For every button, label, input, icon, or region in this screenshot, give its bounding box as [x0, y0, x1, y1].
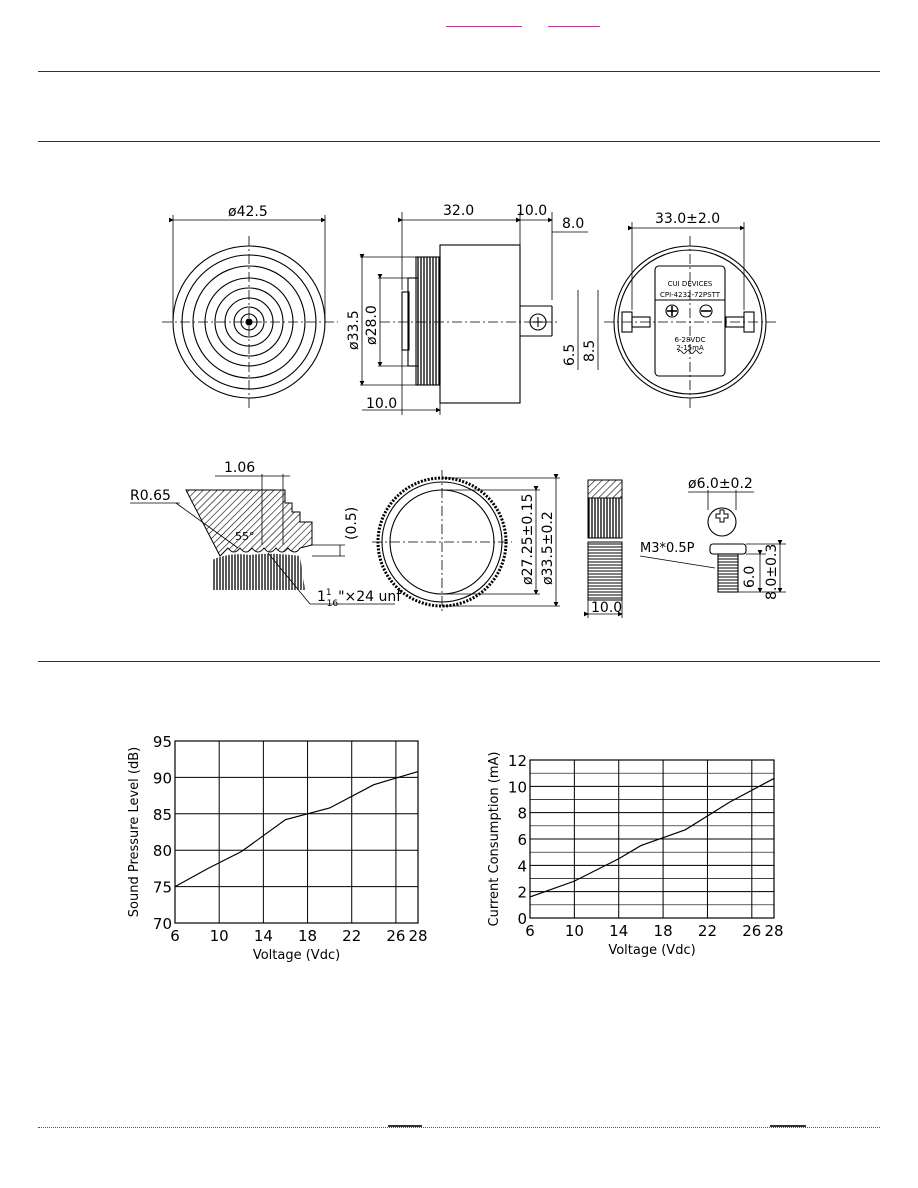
- current-chart: [484, 740, 794, 970]
- current-xtick-label: 22: [697, 922, 718, 940]
- screw-head: ø6.0±0.2: [688, 476, 753, 492]
- current-ytick-label: 12: [507, 752, 527, 770]
- side-length: 32.0: [443, 203, 475, 219]
- back-label-line3: 6-28VDC: [674, 336, 706, 344]
- thread-spec: [317, 588, 402, 609]
- side-pin-height-b: 8.5: [582, 339, 598, 362]
- spl-chart: [120, 735, 440, 970]
- thread-angle: 55°: [235, 530, 255, 543]
- current-ytick-label: 0: [517, 910, 527, 928]
- current-xtick-label: 18: [653, 922, 673, 940]
- top-view-diameter: ø42.5: [228, 204, 268, 220]
- spl-series-line: [175, 772, 418, 887]
- spl-ytick-label: 80: [152, 842, 172, 861]
- current-ytick-label: 2: [517, 883, 527, 902]
- current-xlabel: Voltage (Vdc): [608, 943, 696, 958]
- back-label-line2: CPI-4232-72PSTT: [659, 291, 721, 299]
- spl-ytick-label: 95: [152, 735, 172, 751]
- current-xtick-label: 6: [525, 922, 535, 940]
- spl-xtick-label: 14: [253, 927, 273, 945]
- back-label-line4: 2-15mA: [676, 344, 704, 352]
- top-view: [162, 215, 338, 410]
- current-xtick-label: 10: [564, 922, 584, 940]
- current-ytick-label: 8: [517, 804, 527, 823]
- spl-frame: [175, 741, 418, 923]
- current-xtick-label: 28: [764, 922, 784, 940]
- footer-divider: [38, 1127, 880, 1128]
- spl-xtick-label: 26: [386, 927, 406, 945]
- side-pin-height-a: 6.5: [562, 343, 578, 366]
- side-flange: 10.0: [366, 396, 398, 412]
- thread-spec-den: 16: [326, 599, 339, 609]
- side-pin-offset: 8.0: [562, 216, 585, 232]
- thread-spec-whole: 1: [317, 589, 326, 605]
- current-ylabel: Current Consumption (mA): [487, 751, 502, 927]
- thread-spec-rest: "×24 unf: [338, 589, 402, 605]
- footer-mark-1: [388, 1125, 422, 1127]
- footer-mark-2: [770, 1125, 806, 1127]
- screw-thread: M3*0.5P: [640, 541, 695, 556]
- nut-outer-diameter: ø33.5±0.2: [540, 511, 556, 585]
- current-xtick-label: 14: [609, 922, 629, 940]
- current-ytick-label: 4: [517, 857, 527, 876]
- back-label-line1: CUI DEVICES: [667, 280, 713, 288]
- screw-total: 8.0±0.3: [764, 543, 780, 600]
- current-series-line: [530, 778, 774, 897]
- spl-ytick-label: 75: [152, 878, 172, 897]
- side-inner-diameter: ø28.0: [364, 305, 380, 345]
- nut-side-width: 10.0: [591, 600, 623, 616]
- thread-radius: R0.65: [130, 488, 171, 504]
- back-view: [604, 222, 778, 410]
- current-xtick-label: 26: [742, 922, 762, 940]
- thread-pitch: 1.06: [224, 460, 256, 476]
- spl-ylabel: Sound Pressure Level (dB): [127, 746, 142, 918]
- spl-xtick-label: 28: [408, 927, 428, 945]
- current-ytick-label: 6: [517, 831, 527, 849]
- spl-ytick-label: 70: [152, 915, 172, 933]
- thread-depth: (0.5): [344, 506, 360, 540]
- side-view: [360, 212, 598, 415]
- screw-length: 6.0: [742, 565, 758, 588]
- side-pin-length: 10.0: [516, 203, 548, 219]
- spl-ytick-label: 85: [152, 805, 172, 824]
- spl-xlabel: Voltage (Vdc): [252, 948, 341, 963]
- thread-spec-num: 1: [325, 588, 332, 598]
- spl-xtick-label: 10: [209, 927, 229, 945]
- nut-inner-diameter: ø27.25±0.15: [520, 493, 536, 585]
- side-outer-diameter: ø33.5: [346, 310, 362, 350]
- spl-xtick-label: 22: [342, 927, 362, 945]
- section-divider-3: [38, 661, 880, 662]
- current-ytick-label: 10: [507, 778, 527, 797]
- back-pin-spacing: 33.0±2.0: [655, 211, 721, 227]
- nut-side-view: [588, 480, 622, 618]
- spl-ytick-label: 90: [152, 769, 172, 788]
- spl-xtick-label: 6: [170, 927, 180, 945]
- spl-xtick-label: 18: [297, 927, 318, 945]
